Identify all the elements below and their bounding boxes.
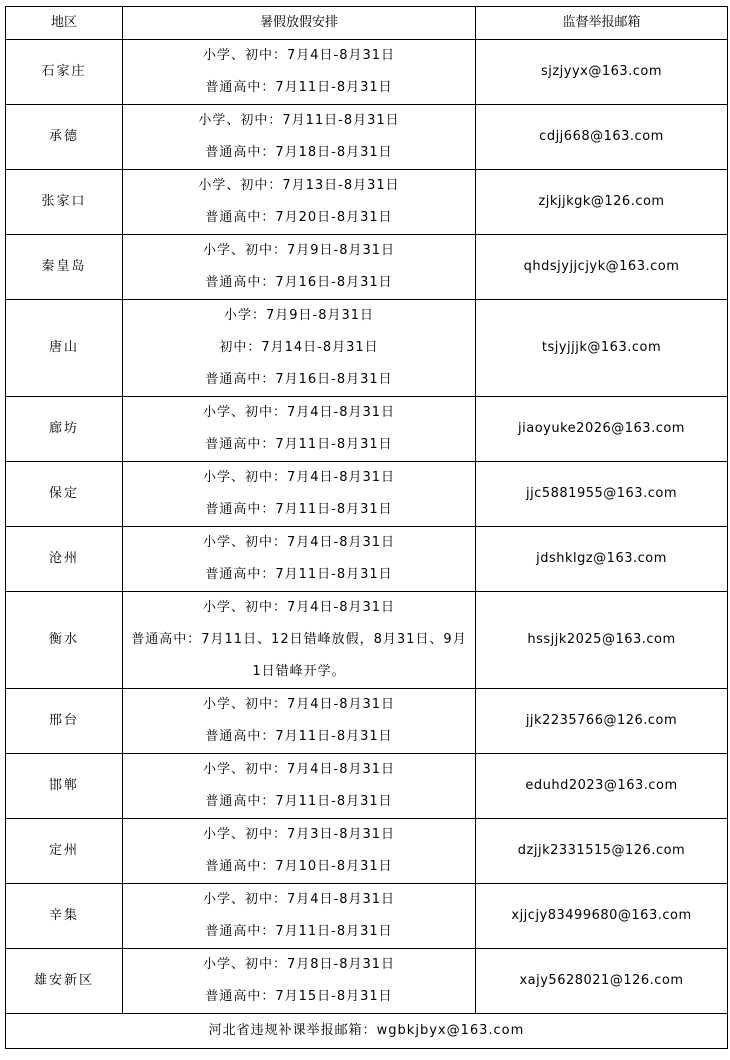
table-row xyxy=(6,300,728,397)
region-cell: 唐山 xyxy=(6,300,123,397)
region-cell: 石家庄 xyxy=(6,40,123,105)
footer-report-email: 河北省违规补课举报邮箱：wgbkjbyx@163.com xyxy=(6,1014,728,1049)
table-row xyxy=(6,754,728,819)
email-cell: hssjjk2025@163.com xyxy=(476,592,728,689)
schedule-cell xyxy=(123,949,476,1014)
schedule-line: 普通高中：7月11日-8月31日 xyxy=(205,567,393,582)
region-cell: 沧州 xyxy=(6,527,123,592)
email-cell: eduhd2023@163.com xyxy=(476,754,728,819)
schedule-line: 小学、初中：7月11日-8月31日 xyxy=(198,113,400,128)
schedule-cell xyxy=(123,170,476,235)
region-cell: 承德 xyxy=(6,105,123,170)
table-row xyxy=(6,40,728,105)
schedule-line: 小学、初中：7月4日-8月31日 xyxy=(202,600,396,615)
schedule-cell xyxy=(123,884,476,949)
schedule-line: 普通高中：7月11日-8月31日 xyxy=(205,729,393,744)
email-cell: dzjjk2331515@126.com xyxy=(476,819,728,884)
schedule-line: 普通高中：7月11日-8月31日 xyxy=(205,924,393,939)
schedule-line: 普通高中：7月16日-8月31日 xyxy=(205,275,393,290)
table-row xyxy=(6,949,728,1014)
table-row xyxy=(6,819,728,884)
schedule-cell xyxy=(123,40,476,105)
schedule-cell xyxy=(123,300,476,397)
schedule-line: 小学、初中：7月8日-8月31日 xyxy=(202,957,396,972)
region-cell: 邢台 xyxy=(6,689,123,754)
table-row xyxy=(6,689,728,754)
schedule-line: 初中：7月14日-8月31日 xyxy=(219,340,379,355)
email-cell: jiaoyuke2026@163.com xyxy=(476,397,728,462)
schedule-line: 小学、初中：7月4日-8月31日 xyxy=(202,405,396,420)
schedule-line: 小学、初中：7月13日-8月31日 xyxy=(198,178,400,193)
schedule-line: 普通高中：7月11日、12日错峰放假，8月31日、9月 xyxy=(131,632,467,647)
summer-vacation-table xyxy=(5,6,728,1049)
schedule-cell xyxy=(123,527,476,592)
region-cell: 雄安新区 xyxy=(6,949,123,1014)
email-cell: qhdsjyjjcjyk@163.com xyxy=(476,235,728,300)
table-row xyxy=(6,462,728,527)
schedule-line: 普通高中：7月11日-8月31日 xyxy=(205,437,393,452)
table-header-row xyxy=(6,7,728,40)
region-cell: 廊坊 xyxy=(6,397,123,462)
email-cell: tsjyjjjk@163.com xyxy=(476,300,728,397)
table-row xyxy=(6,170,728,235)
email-cell: sjzjyyx@163.com xyxy=(476,40,728,105)
region-cell: 秦皇岛 xyxy=(6,235,123,300)
schedule-line: 1日错峰开学。 xyxy=(252,664,346,679)
schedule-line: 小学、初中：7月4日-8月31日 xyxy=(202,535,396,550)
email-cell: jdshklgz@163.com xyxy=(476,527,728,592)
region-cell: 衡水 xyxy=(6,592,123,689)
region-cell: 邯郸 xyxy=(6,754,123,819)
schedule-cell xyxy=(123,235,476,300)
schedule-cell xyxy=(123,462,476,527)
schedule-cell xyxy=(123,819,476,884)
region-cell: 辛集 xyxy=(6,884,123,949)
schedule-line: 普通高中：7月11日-8月31日 xyxy=(205,794,393,809)
email-cell: xjjcjy83499680@163.com xyxy=(476,884,728,949)
schedule-line: 小学、初中：7月9日-8月31日 xyxy=(202,243,396,258)
header-email: 监督举报邮箱 xyxy=(476,7,728,40)
region-cell: 张家口 xyxy=(6,170,123,235)
schedule-line: 普通高中：7月15日-8月31日 xyxy=(205,989,393,1004)
schedule-line: 小学：7月9日-8月31日 xyxy=(223,308,375,323)
schedule-line: 小学、初中：7月3日-8月31日 xyxy=(202,827,396,842)
table-footer-row xyxy=(6,1014,728,1049)
table-body xyxy=(6,40,728,1014)
table-row xyxy=(6,884,728,949)
schedule-line: 小学、初中：7月4日-8月31日 xyxy=(202,892,396,907)
header-schedule: 暑假放假安排 xyxy=(123,7,476,40)
schedule-cell xyxy=(123,592,476,689)
region-cell: 保定 xyxy=(6,462,123,527)
email-cell: xajy5628021@126.com xyxy=(476,949,728,1014)
schedule-cell xyxy=(123,754,476,819)
email-cell: zjkjjkgk@126.com xyxy=(476,170,728,235)
region-cell: 定州 xyxy=(6,819,123,884)
header-region: 地区 xyxy=(6,7,123,40)
schedule-line: 普通高中：7月11日-8月31日 xyxy=(205,502,393,517)
schedule-line: 普通高中：7月10日-8月31日 xyxy=(205,859,393,874)
email-cell: jjk2235766@126.com xyxy=(476,689,728,754)
schedule-line: 小学、初中：7月4日-8月31日 xyxy=(202,470,396,485)
table-row xyxy=(6,592,728,689)
table-row xyxy=(6,397,728,462)
schedule-line: 小学、初中：7月4日-8月31日 xyxy=(202,762,396,777)
table-row xyxy=(6,235,728,300)
email-cell: jjc5881955@163.com xyxy=(476,462,728,527)
schedule-cell xyxy=(123,397,476,462)
schedule-line: 小学、初中：7月4日-8月31日 xyxy=(202,697,396,712)
email-cell: cdjj668@163.com xyxy=(476,105,728,170)
schedule-line: 小学、初中：7月4日-8月31日 xyxy=(202,48,396,63)
schedule-cell xyxy=(123,105,476,170)
schedule-cell xyxy=(123,689,476,754)
schedule-line: 普通高中：7月16日-8月31日 xyxy=(205,372,393,387)
schedule-line: 普通高中：7月18日-8月31日 xyxy=(205,145,393,160)
table-row xyxy=(6,105,728,170)
table-row xyxy=(6,527,728,592)
schedule-line: 普通高中：7月20日-8月31日 xyxy=(205,210,393,225)
schedule-line: 普通高中：7月11日-8月31日 xyxy=(205,80,393,95)
